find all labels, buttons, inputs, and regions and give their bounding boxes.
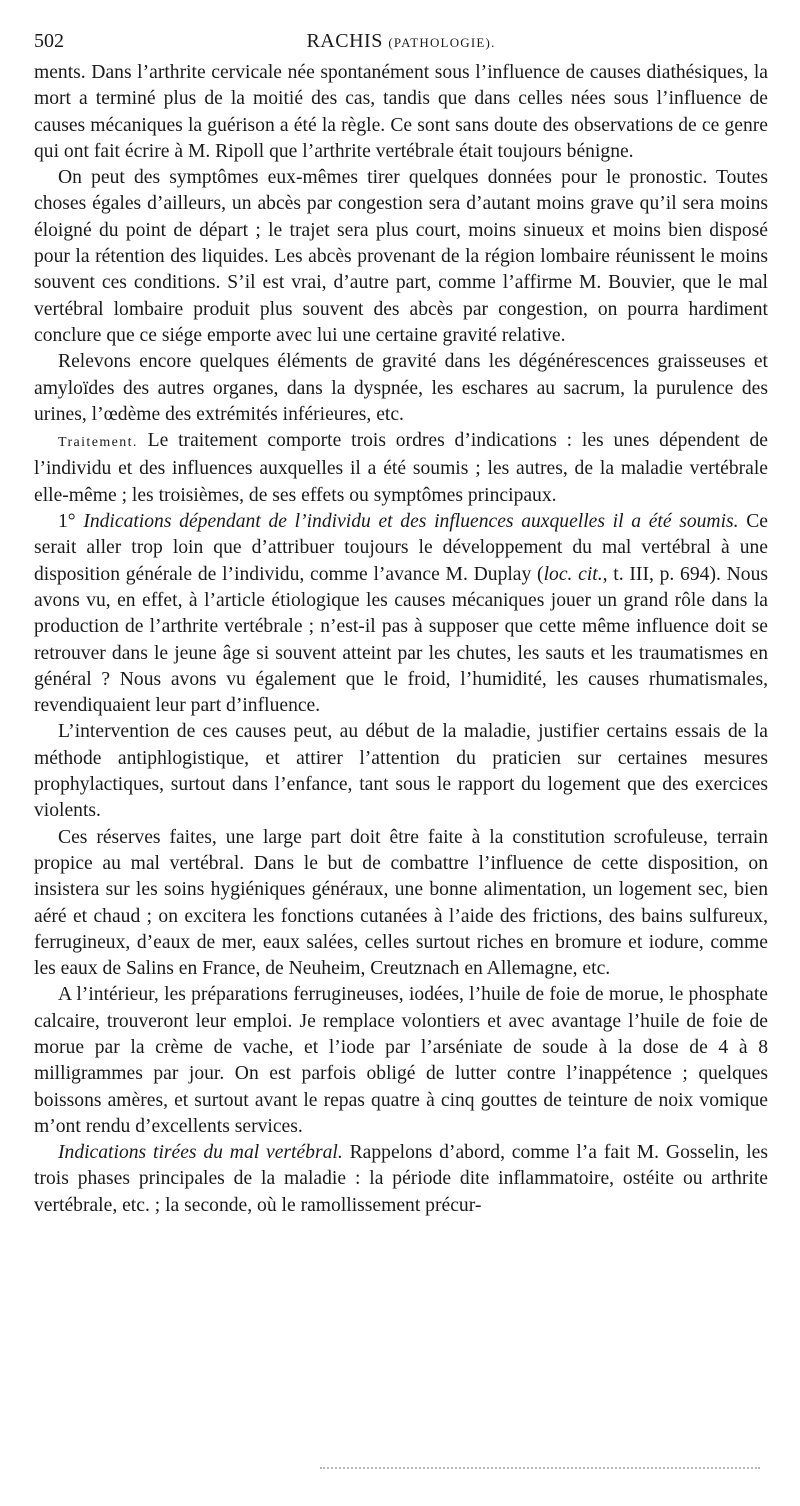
page-number: 502 [34,30,64,52]
paragraph-continuation [34,60,768,165]
paragraph-text: Rappelons d’abord, comme l’a fait M. Gosselin, les trois phases principales de la maladie : la période dite inflammatoire, ostéite ou arthrite vertébrale, etc. ; la seconde, où le ramollissement précur- [34,1142,768,1216]
paragraph-text: A l’intérieur, les préparations ferrugineuses, iodées, l’huile de foie de morue, le phosphate calcaire, trouveront leur emploi. Je remplace volontiers et avec avantage l’huile de foie de morue par la crème de vache, et l’iode par l’arséniate de soude à la dose de 4 à 8 milligrammes par jour. On est parfois obligé de lutter contre l’inappétence ; quelques boissons amères, et surtout avant le repas quatre à cinq gouttes de teinture de noix vomique m’ont rendu d’excellents services. [34,984,768,1137]
paragraph-scrofulous [34,825,768,983]
paragraph-indications-individual [34,509,768,719]
paragraph-prognosis [34,165,768,349]
paragraph-gravity [34,349,768,428]
running-head [34,30,768,60]
paragraph-text: Ces réserves faites, une large part doit être faite à la constitution scrofuleuse, terrain propice au mal vertébral. Dans le but de combattre l’influence de cette disposition, on insistera sur les soins hygiéniques généraux, une bonne alimentation, un logement sec, bien aéré et chaud ; on excitera les fonctions cutanées à l’aide des frictions, des bains sulfureux, ferrugineux, d’eaux de mer, eaux salées, celles surtout riches en bromure et iodure, comme les eaux de Salins en France, de Neuheim, Creutznach en Allemagne, etc. [34,826,768,980]
paragraph-text: L’intervention de ces causes peut, au début de la maladie, justifier certains essais de la méthode antiphlogistique, et attirer l’attention du praticien sur certaines mesures prophylactiques, surtout dans l’enfance, tant sous le rapport du logement que des exercices violents. [34,721,768,822]
paragraph-treatment [34,428,768,509]
page [34,30,768,1219]
paragraph-text: Relevons encore quelques éléments de gravité dans les dégénérescences graisseuses et amyloïdes des autres organes, dans la dyspnée, les eschares au sacrum, la purulence des urines, l’œdème des extrémités inférieures, etc. [34,351,768,425]
paragraph-text: ments. Dans l’arthrite cervicale née spontanément sous l’influence de causes diathésiques, la mort a terminé plus de la moitié des cas, tandis que dans celles nées sous l’influence de causes mécaniques la guérison a été la règle. Ce sont sans doute des observations de ce genre qui ont fait écrire à M. Ripoll que l’arthrite vertébrale était toujours bénigne. [34,62,768,162]
paragraph-indications-vertebral [34,1140,768,1219]
paragraph-text: On peut des symptômes eux-mêmes tirer quelques données pour le pronostic. Toutes choses égales d’ailleurs, un abcès par congestion sera d’autant moins grave qu’il sera moins éloigné du point de départ ; le trajet sera plus court, moins sinueux et moins bien disposé pour la rétention des liquides. Les abcès provenant de la région lombaire réunissent le moins souvent ces conditions. S’il est vrai, d’autre part, comme l’affirme M. Bouvier, que le mal vertébral lombaire produit plus souvent des abcès par congestion, on pourra hardiment conclure que ce siége emporte avec lui une certaine gravité relative. [34,167,768,346]
running-title [34,30,768,53]
paragraph-intervention [34,719,768,824]
body-text [34,60,768,1219]
subsection-heading: Indications dépendant de l’individu et des influences auxquelles il a été soumis. [83,511,739,533]
subsection-heading: Indications tirées du mal vertébral. [58,1142,343,1164]
bleed-through-rule [320,1467,760,1472]
running-title-sub: (PATHOLOGIE). [388,35,496,50]
paragraph-internal [34,982,768,1140]
paragraph-text: Ce serait aller trop loin que d’attribuer toujours le développement du mal vertébral à une disposition générale de l’individu, comme l’avance M. Duplay ( [34,511,769,585]
citation-reference: loc. cit. [543,563,603,585]
list-number: 1° [58,511,84,533]
section-label-treatment: Traitement. [58,435,138,451]
paragraph-text: , t. III, p. 694). Nous avons vu, en effet, à l’article étiologique les causes mécaniques jouer un grand rôle dans la production de l’arthrite vertébrale ; n’est-il pas à supposer que cette même influence doit se retrouver dans le jeune âge si souvent atteint par les chutes, les sauts et les traumatismes en général ? Nous avons vu également que le froid, l’humidité, les causes rhumatismales, revendiquaient leur part d’influence. [34,563,768,717]
paragraph-text: Le traitement comporte trois ordres d’indications : les unes dépendent de l’individu et des influences auxquelles il a été soumis ; les autres, de la maladie vertébrale elle-même ; les troisièmes, de ses effets ou symptômes principaux. [34,430,768,506]
running-title-main: RACHIS [306,30,383,52]
